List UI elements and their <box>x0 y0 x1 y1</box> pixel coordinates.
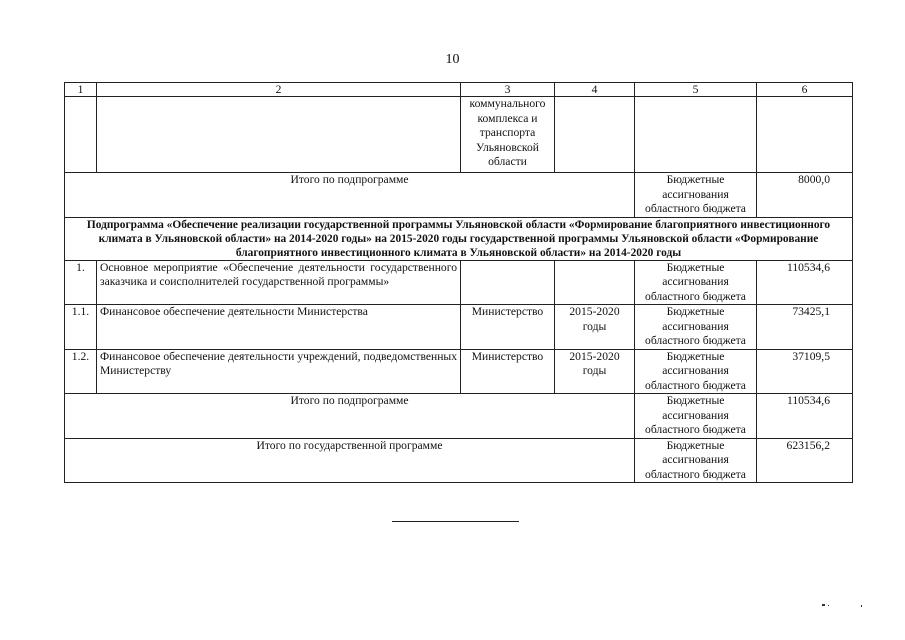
header-row <box>65 83 853 97</box>
cont-amount-cell <box>757 97 853 173</box>
program-total-amount: 623156,2 <box>757 438 853 483</box>
subprogram-total-amount-2: 110534,6 <box>757 394 853 439</box>
row-executor <box>461 260 555 305</box>
continuation-row <box>65 97 853 173</box>
program-total-row <box>65 438 853 483</box>
subprogram-total-source: Бюджетные ассигнования областного бюджета <box>635 173 757 218</box>
row-number: 1.2. <box>65 349 97 394</box>
subprogram-total-label: Итого по подпрограмме <box>65 173 635 218</box>
cont-num-cell <box>65 97 97 173</box>
scan-speck <box>861 605 862 607</box>
header-col-3: 3 <box>461 83 555 97</box>
row-amount: 110534,6 <box>757 260 853 305</box>
subprogram-total-row-2 <box>65 394 853 439</box>
table-row <box>65 260 853 305</box>
table-row <box>65 349 853 394</box>
header-col-5: 5 <box>635 83 757 97</box>
subprogram-total-label-2: Итого по подпрограмме <box>65 394 635 439</box>
header-col-1: 1 <box>65 83 97 97</box>
scan-speck <box>822 604 825 606</box>
subprogram-total-row <box>65 173 853 218</box>
table-row <box>65 305 853 350</box>
subprogram-total-source-2: Бюджетные ассигнования областного бюджета <box>635 394 757 439</box>
cont-source-cell <box>635 97 757 173</box>
row-period: 2015-2020 годы <box>555 305 635 350</box>
cont-name-cell <box>97 97 461 173</box>
row-funding-source: Бюджетные ассигнования областного бюджета <box>635 260 757 305</box>
page-number: 10 <box>445 52 460 67</box>
row-activity-name: Финансовое обеспечение деятельности учреждений, подведомственных Министерству <box>97 349 461 394</box>
program-table <box>64 82 853 483</box>
row-number: 1. <box>65 260 97 305</box>
scan-speck <box>828 605 829 606</box>
cont-executor-cell: коммунального комплекса и транспорта Ульяновской области <box>461 97 555 173</box>
row-period: 2015-2020 годы <box>555 349 635 394</box>
program-total-label: Итого по государственной программе <box>65 438 635 483</box>
row-amount: 37109,5 <box>757 349 853 394</box>
header-col-2: 2 <box>97 83 461 97</box>
row-executor: Министерство <box>461 305 555 350</box>
subprogram-total-amount: 8000,0 <box>757 173 853 218</box>
program-total-source: Бюджетные ассигнования областного бюджета <box>635 438 757 483</box>
footer-divider <box>392 521 519 522</box>
header-col-4: 4 <box>555 83 635 97</box>
row-activity-name: Финансовое обеспечение деятельности Министерства <box>97 305 461 350</box>
row-period <box>555 260 635 305</box>
row-activity-name: Основное мероприятие «Обеспечение деятельности государственного заказчика и соисполнителей государственной программы» <box>97 260 461 305</box>
header-col-6: 6 <box>757 83 853 97</box>
row-executor: Министерство <box>461 349 555 394</box>
row-funding-source: Бюджетные ассигнования областного бюджета <box>635 349 757 394</box>
subprogram-title: Подпрограмма «Обеспечение реализации государственной программы Ульяновской области «Формирование благоприятного инвестиционного климата в Ульяновской области» на 2014-2020 годы» на 2015-2020 годы государственной программы Ульяновской области «Формирование благоприятного инвестиционного климата в Ульяновской области» на 2014-2020 годы <box>65 217 853 260</box>
row-funding-source: Бюджетные ассигнования областного бюджета <box>635 305 757 350</box>
subprogram-title-row <box>65 217 853 260</box>
row-number: 1.1. <box>65 305 97 350</box>
row-amount: 73425,1 <box>757 305 853 350</box>
cont-period-cell <box>555 97 635 173</box>
